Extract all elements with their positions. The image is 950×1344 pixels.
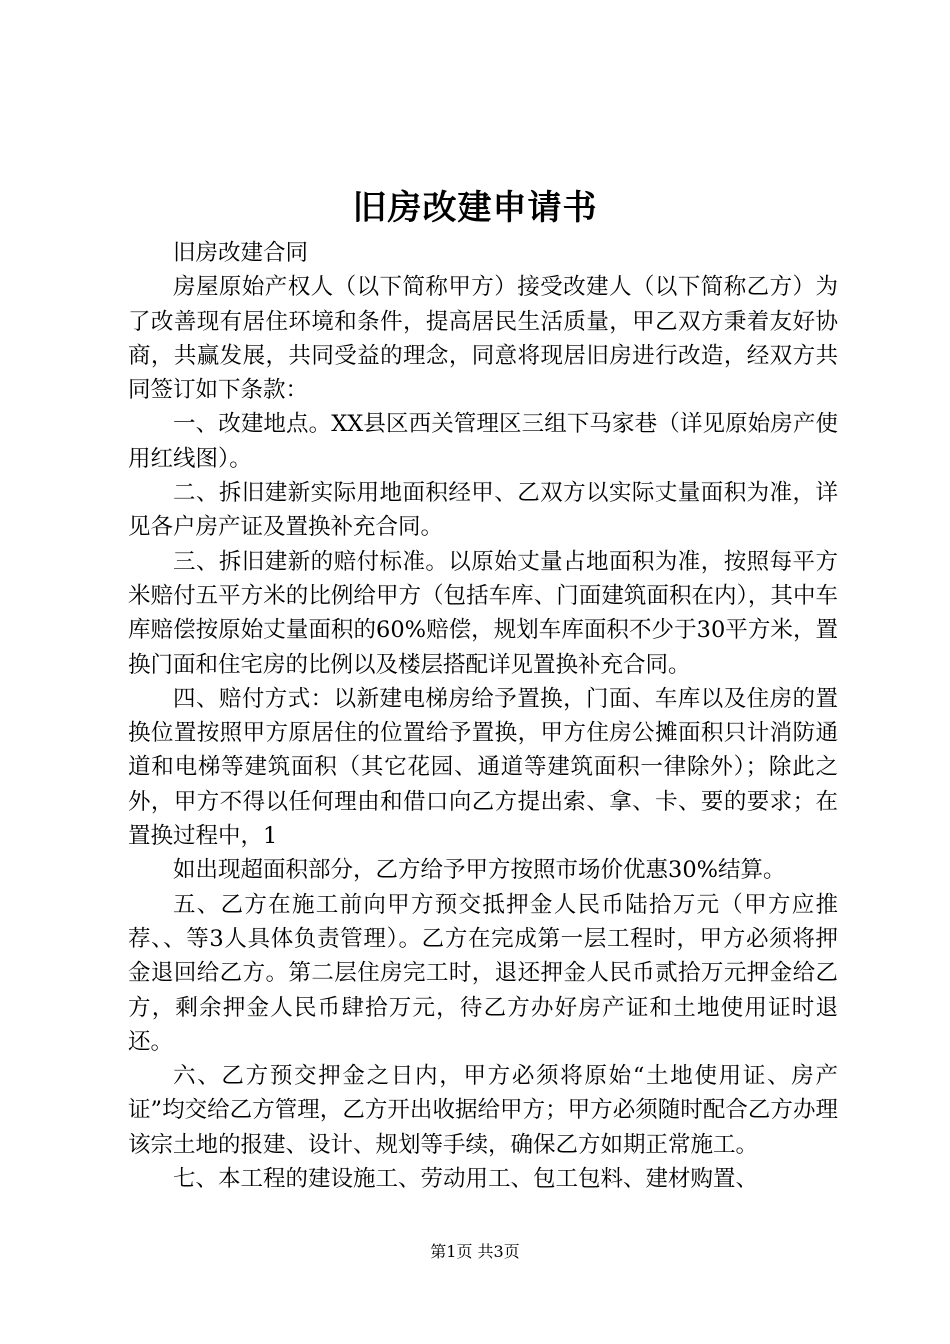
paragraph-contract-heading: 旧房改建合同 xyxy=(173,240,309,266)
paragraph-clause-4-continued: 如出现超面积部分，乙方给予甲方按照市场价优惠30%结算。 xyxy=(173,857,786,884)
paragraph-clause-2: 二、拆旧建新实际用地面积经甲、乙双方以实际丈量面积为准，详见各户房产证及置换补充合同。 xyxy=(128,480,838,541)
paragraph-clause-3: 三、拆旧建新的赔付标准。以原始丈量占地面积为准，按照每平方米赔付五平方米的比例给甲方（包括车库、门面建筑面积在内），其中车库赔偿按原始丈量面积的60%赔偿，规划车库面积不少于30平方米，置换门面和住宅房的比例以及楼层搭配详见置换补充合同。 xyxy=(128,548,838,678)
paragraph-clause-6: 六、乙方预交押金之日内，甲方必须将原始“土地使用证、房产证”均交给乙方管理，乙方开出收据给甲方；甲方必须随时配合乙方办理该宗土地的报建、设计、规划等手续，确保乙方如期正常施工。 xyxy=(128,1063,838,1158)
paragraph-clause-1: 一、改建地点。XX县区西关管理区三组下马家巷（详见原始房产使用红线图）。 xyxy=(128,411,838,472)
paragraph-clause-4: 四、赔付方式：以新建电梯房给予置换，门面、车库以及住房的置换位置按照甲方原居住的位置给予置换，甲方住房公摊面积只计消防通道和电梯等建筑面积（其它花园、通道等建筑面积一律除外）；除此之外，甲方不得以任何理由和借口向乙方提出索、拿、卡、要的要求；在置换过程中，1 xyxy=(128,685,838,850)
paragraph-clause-7: 七、本工程的建设施工、劳动用工、包工包料、建材购置、 xyxy=(173,1166,759,1193)
document-body xyxy=(128,236,838,1196)
document-title: 旧房改建申请书 xyxy=(352,188,598,228)
page-number-footer: 第1页 共3页 xyxy=(430,1242,520,1261)
paragraph-preamble: 房屋原始产权人（以下简称甲方）接受改建人（以下简称乙方）为了改善现有居住环境和条件，提高居民生活质量，甲乙双方秉着友好协商，共赢发展，共同受益的理念，同意将现居旧房进行改造，经双方共同签订如下条款： xyxy=(128,274,838,404)
paragraph-clause-5: 五、乙方在施工前向甲方预交抵押金人民币陆拾万元（甲方应推荐、、等3人具体负责管理）。乙方在完成第一层工程时，甲方必须将押金退回给乙方。第二层住房完工时，退还押金人民币贰拾万元押金给乙方，剩余押金人民币肆拾万元，待乙方办好房产证和土地使用证时退还。 xyxy=(128,891,838,1055)
